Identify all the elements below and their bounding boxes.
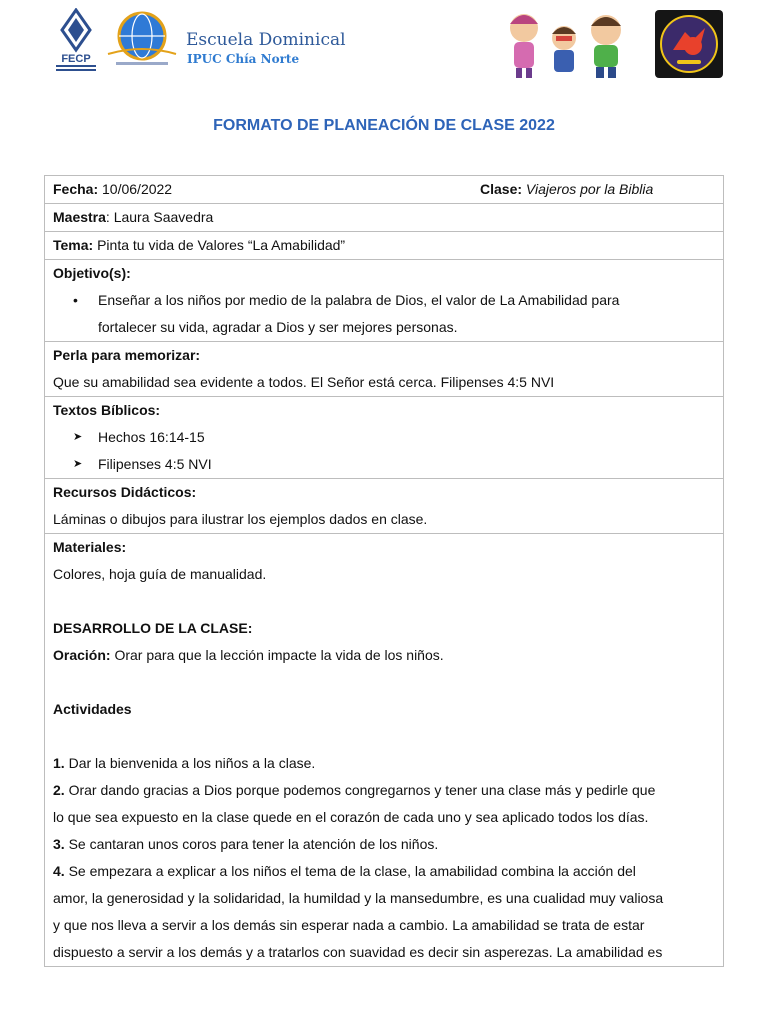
actividad-4 bbox=[53, 858, 715, 885]
recursos-label: Recursos Didácticos: bbox=[53, 484, 197, 500]
actividad-4-cont-1: amor, la generosidad y la solidaridad, la humildad y la mansedumbre, es una cualidad muy valiosa bbox=[53, 890, 664, 906]
objetivo-line-1: Enseñar a los niños por medio de la palabra de Dios, el valor de La Amabilidad para bbox=[98, 292, 620, 308]
clase-label: Clase: bbox=[480, 181, 523, 197]
row-maestra bbox=[45, 204, 723, 232]
actividad-number: 2. bbox=[53, 782, 65, 798]
actividad-2-cont: lo que sea expuesto en la clase quede en el corazón de cada uno y sea aplicado todos los días. bbox=[53, 809, 649, 825]
fecha-label: Fecha: bbox=[53, 181, 99, 197]
document-title: FORMATO DE PLANEACIÓN DE CLASE 2022 bbox=[213, 117, 555, 134]
objetivo-label: Objetivo(s): bbox=[53, 265, 131, 281]
actividad-text: Orar dando gracias a Dios porque podemos congregarnos y tener una clase más y pedirle que bbox=[68, 782, 656, 798]
fecp-logo bbox=[52, 8, 100, 72]
school-subtitle: IPUC Chía Norte bbox=[187, 52, 300, 66]
actividad-text: Dar la bienvenida a los niños a la clase. bbox=[68, 755, 316, 771]
page-header bbox=[0, 0, 768, 90]
clase-value: Viajeros por la Biblia bbox=[525, 181, 654, 197]
row-fecha-clase bbox=[45, 176, 723, 204]
fecha-cell bbox=[53, 176, 480, 203]
globe-logo bbox=[106, 10, 178, 70]
texto-item bbox=[53, 424, 715, 451]
row-objetivos bbox=[45, 260, 723, 342]
actividad-4-cont-2: y que nos lleva a servir a los demás sin esperar nada a cambio. La amabilidad se trata de estar bbox=[53, 917, 645, 933]
row-tema bbox=[45, 232, 723, 260]
actividad-3 bbox=[53, 831, 715, 858]
row-perla bbox=[45, 342, 723, 397]
tema-value: Pinta tu vida de Valores “La Amabilidad” bbox=[97, 237, 346, 253]
objetivo-line-2: fortalecer su vida, agradar a Dios y ser mejores personas. bbox=[98, 319, 458, 335]
actividad-text: Se cantaran unos coros para tener la atención de los niños. bbox=[68, 836, 439, 852]
materiales-value: Colores, hoja guía de manualidad. bbox=[53, 566, 267, 582]
oracion-label: Oración: bbox=[53, 647, 111, 663]
actividad-text: Se empezara a explicar a los niños el tema de la clase, la amabilidad combina la acción del bbox=[68, 863, 636, 879]
maestra-label: Maestra bbox=[53, 209, 106, 225]
textos-label: Textos Bíblicos: bbox=[53, 402, 161, 418]
actividad-number: 4. bbox=[53, 863, 65, 879]
actividad-4-cont-3: dispuesto a servir a los demás y a tratarlos con suavidad es decir sin asperezas. La amabilidad es bbox=[53, 944, 663, 960]
oracion-line bbox=[53, 642, 715, 669]
oracion-value: Orar para que la lección impacte la vida de los niños. bbox=[114, 647, 444, 663]
perla-value: Que su amabilidad sea evidente a todos. El Señor está cerca. Filipenses 4:5 NVI bbox=[53, 374, 555, 390]
actividad-2 bbox=[53, 777, 715, 804]
maestra-value: : Laura Saavedra bbox=[105, 209, 214, 225]
arrow-bullet-icon: ➤ bbox=[73, 458, 83, 470]
arrow-bullet-icon: ➤ bbox=[73, 431, 83, 443]
recursos-value: Láminas o dibujos para ilustrar los ejemplos dados en clase. bbox=[53, 511, 428, 527]
texto-item bbox=[53, 451, 715, 478]
desarrollo-heading: DESARROLLO DE LA CLASE: bbox=[53, 620, 253, 636]
texto-value: Filipenses 4:5 NVI bbox=[98, 456, 212, 472]
row-textos bbox=[45, 397, 723, 479]
perla-label: Perla para memorizar: bbox=[53, 347, 201, 363]
club-badge bbox=[655, 10, 723, 78]
actividad-1 bbox=[53, 750, 715, 777]
kids-illustration bbox=[496, 8, 644, 80]
row-recursos bbox=[45, 479, 723, 534]
materiales-label: Materiales: bbox=[53, 539, 127, 555]
lesson-plan-table bbox=[44, 175, 724, 967]
clase-cell bbox=[480, 176, 653, 203]
actividad-number: 1. bbox=[53, 755, 65, 771]
bullet-icon: • bbox=[73, 292, 78, 308]
tema-label: Tema: bbox=[53, 237, 94, 253]
school-name: Escuela Dominical bbox=[186, 30, 346, 50]
actividad-number: 3. bbox=[53, 836, 65, 852]
fecha-value: 10/06/2022 bbox=[102, 181, 173, 197]
actividades-heading: Actividades bbox=[53, 701, 132, 717]
objetivo-item bbox=[53, 287, 715, 314]
row-desarrollo bbox=[45, 534, 723, 966]
fecp-logo-text: FECP bbox=[61, 53, 91, 65]
texto-value: Hechos 16:14-15 bbox=[98, 429, 205, 445]
